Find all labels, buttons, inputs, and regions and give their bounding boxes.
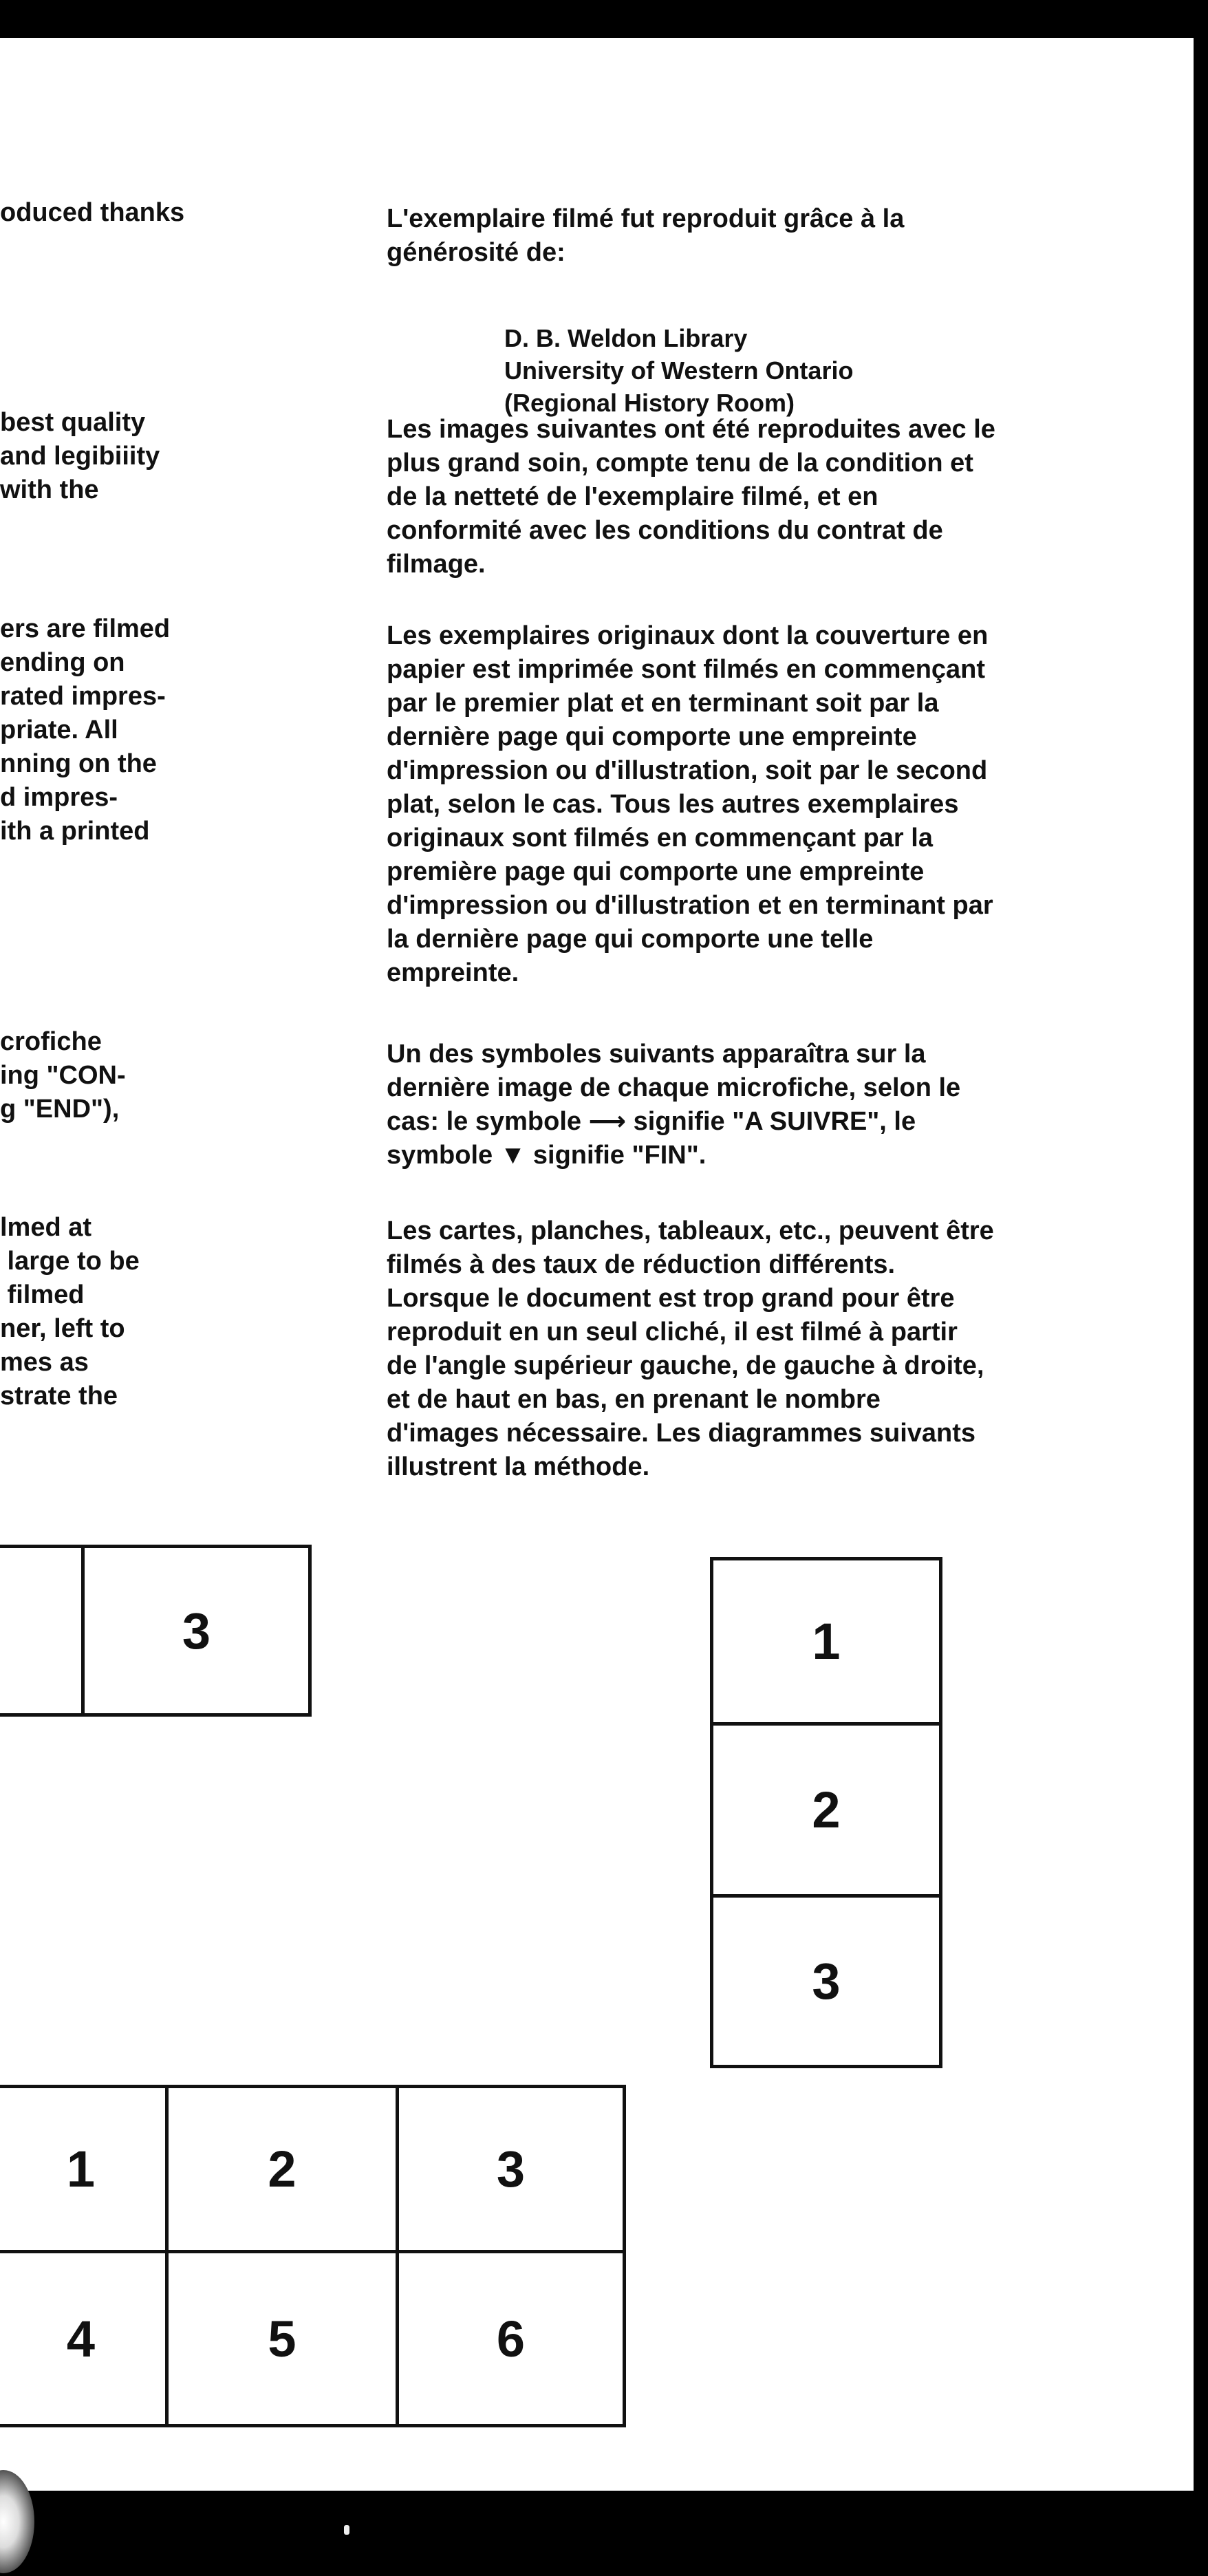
strip-cell-2: [0, 1545, 85, 1717]
vertical-cell-2: 2: [710, 1722, 942, 1898]
paragraph-symbols: Un des symboles suivants apparaîtra sur la dernière image de chaque microfiche, selon le cas: le symbole ⟶ signifie "A SUIVRE", le symbole ▼ signifie "FIN".: [387, 1040, 961, 1170]
vertical-cell-3: 3: [710, 1894, 942, 2068]
paragraph-maps: Les cartes, planches, tableaux, etc., peuvent être filmés à des taux de réduction différents. Lorsque le document est trop grand pour être reproduit en un seul cliché, il est filmé à partir de l'angle supérieur gauche, de gauche à droite, et de haut en bas, en prenant le nombre d'images nécessaire. Les diagrammes suivants illustrent la méthode.: [387, 1216, 994, 1481]
grid-cell-6: 6: [396, 2250, 626, 2427]
left-fragment-4: crofiche ing "CON- g "END"),: [0, 1027, 126, 1124]
paragraph-quality: Les images suivantes ont été reproduites avec le plus grand soin, compte tenu de la condition et de la netteté de l'exemplaire filmé, et en conformité avec les conditions du contrat de filmage.: [387, 415, 995, 579]
left-fragment-5: lmed at large to be filmed ner, left to mes as strate the: [0, 1213, 140, 1410]
strip-cell-3: 3: [81, 1545, 312, 1717]
left-fragment-2: best quality and legibiiity with the: [0, 408, 160, 504]
scan-border: [0, 2491, 1208, 2576]
grid-cell-5: 5: [165, 2250, 399, 2427]
grid-cell-4: 4: [0, 2250, 169, 2427]
grid-cell-3: 3: [396, 2085, 626, 2253]
paragraph-originals: Les exemplaires originaux dont la couverture en papier est imprimée sont filmés en commençant par le premier plat et en terminant soit par la dernière page qui comporte une empreinte d'impression ou d'illustration, soit par le second plat, selon le cas. Tous les autres exemplaires originaux sont filmés en commençant par la première page qui comporte une empreinte d'impression ou d'illustration et en terminant par la dernière page qui comporte une telle empreinte.: [387, 621, 993, 987]
grid-cell-1: 1: [0, 2085, 169, 2253]
intro-text: L'exemplaire filmé fut reproduit grâce à la générosité de:: [387, 204, 905, 267]
library-name: D. B. Weldon Library University of Western Ontario (Regional History Room): [504, 324, 854, 417]
grid-cell-2: 2: [165, 2085, 399, 2253]
left-fragment-1: oduced thanks: [0, 198, 185, 227]
scan-speck: [344, 2525, 349, 2535]
vertical-cell-1: 1: [710, 1557, 942, 1726]
left-fragment-3: ers are filmed ending on rated impres- priate. All nning on the d impres- ith a printed: [0, 614, 171, 846]
